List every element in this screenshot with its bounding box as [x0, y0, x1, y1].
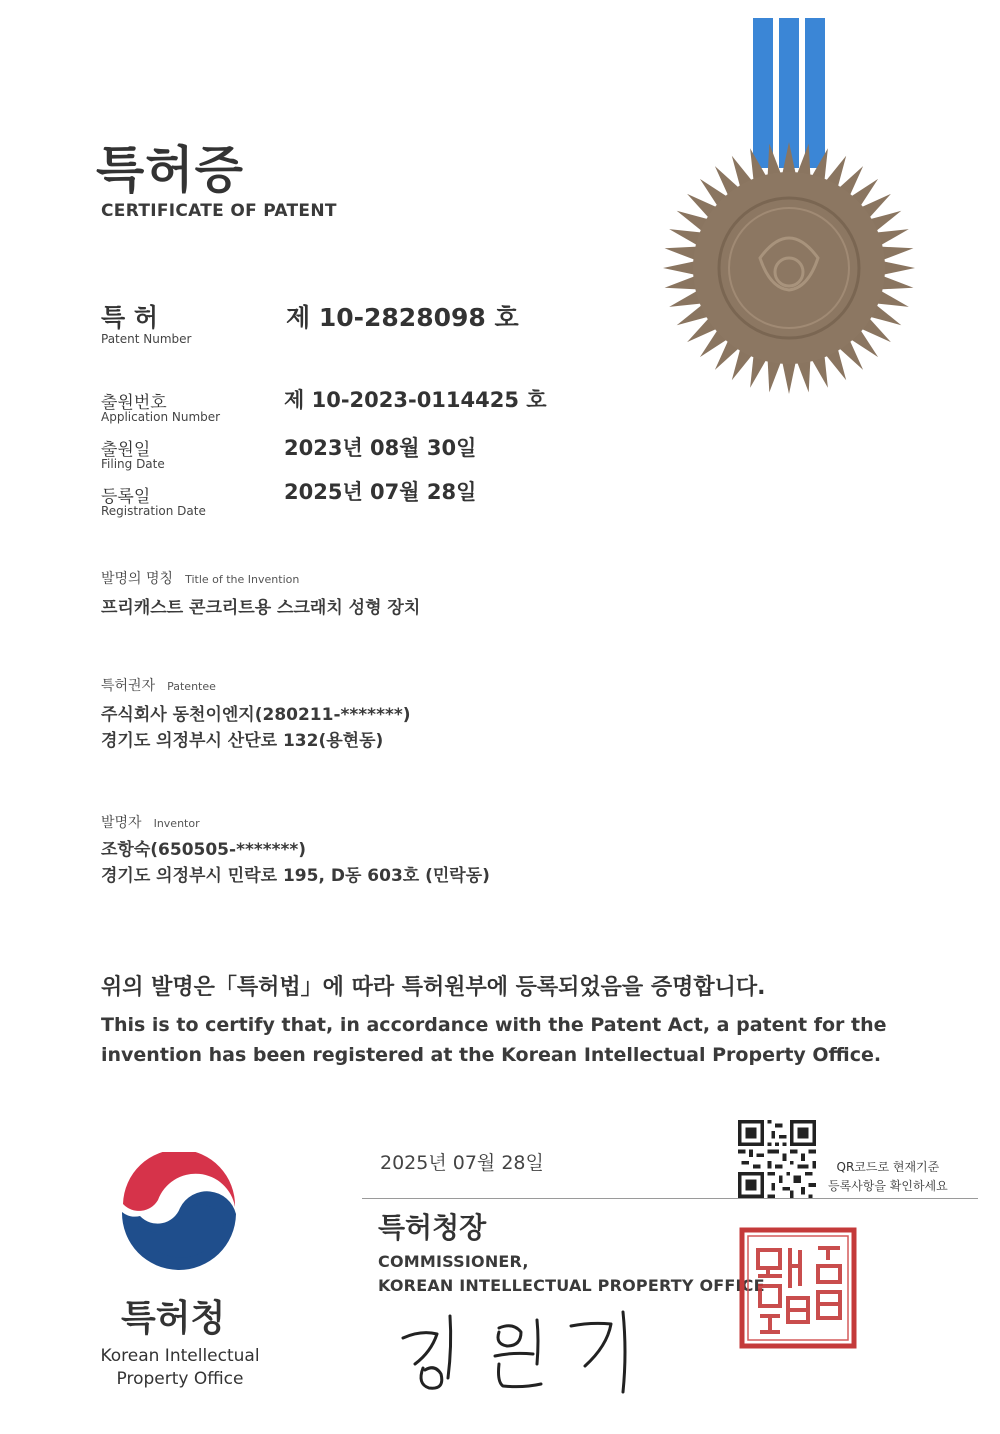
gold-seal-medal: [660, 0, 920, 400]
kipo-name-en-2: Property Office: [116, 1369, 244, 1389]
registration-date-label-en: Registration Date: [101, 504, 206, 518]
invention-label: 발명의 명칭: [101, 571, 174, 587]
invention-label-en: Title of the Invention: [185, 573, 300, 586]
patentee-name: 주식회사 동천이엔지(280211-*******): [101, 705, 411, 725]
inventor-address: 경기도 의정부시 민락로 195, D동 603호 (민락동): [101, 866, 490, 886]
divider: [362, 1198, 978, 1199]
certification-text-en-2: invention has been registered at the Korean Intellectual Property Office.: [101, 1044, 882, 1066]
medal-disc: [693, 172, 885, 364]
invention-title: 프리캐스트 콘크리트용 스크래치 성형 장치: [101, 598, 421, 618]
patentee-label-en: Patentee: [167, 680, 216, 693]
commissioner-title-en-2: KOREAN INTELLECTUAL PROPERTY OFFICE: [378, 1276, 765, 1295]
official-red-stamp: [738, 1226, 858, 1350]
inventor-label-en: Inventor: [153, 817, 200, 830]
patent-label-en: Patent Number: [101, 332, 192, 346]
application-label-en: Application Number: [101, 410, 221, 424]
medal-ray: [881, 261, 915, 275]
inventor-section-label: [101, 812, 200, 832]
kipo-name-en-1: Korean Intellectual: [100, 1346, 260, 1366]
commissioner-signature: [395, 1298, 655, 1398]
patentee-section-label: [101, 675, 216, 695]
inventor-label: 발명자: [101, 815, 142, 831]
certification-text-ko: 위의 발명은「특허법」에 따라 특허원부에 등록되었음을 증명합니다.: [101, 975, 766, 1000]
certificate-title: 특허증: [96, 141, 244, 199]
registration-date-label: 등록일: [101, 487, 151, 507]
invention-section-label: [101, 568, 299, 588]
patent-label: 특 허: [101, 303, 159, 332]
issue-date: 2025년 07월 28일: [380, 1152, 544, 1174]
qr-code-icon[interactable]: [738, 1120, 816, 1198]
filing-date: 2023년 08월 30일: [284, 436, 477, 460]
filing-date-label: 출원일: [101, 440, 151, 460]
kipo-name-ko: 특허청: [121, 1298, 226, 1339]
kipo-taegeuk-logo-icon: [118, 1152, 240, 1274]
certificate-title-en: CERTIFICATE OF PATENT: [101, 201, 337, 221]
commissioner-title: 특허청장: [378, 1211, 487, 1244]
registration-date: 2025년 07월 28일: [284, 480, 477, 504]
application-number: 제 10-2023-0114425 호: [284, 388, 547, 412]
qr-note-line1: QR코드로 현재기준: [836, 1160, 940, 1174]
patent-number: 제 10-2828098 호: [286, 303, 519, 332]
commissioner-title-en-1: COMMISSIONER,: [378, 1252, 529, 1271]
medal-ray: [663, 261, 697, 275]
patentee-label: 특허권자: [101, 678, 156, 694]
inventor-name: 조항숙(650505-*******): [101, 840, 307, 860]
filing-date-label-en: Filing Date: [101, 457, 165, 471]
patentee-address: 경기도 의정부시 산단로 132(용현동): [101, 731, 384, 751]
qr-note-line2: 등록사항을 확인하세요: [828, 1179, 948, 1193]
qr-note: [828, 1158, 948, 1196]
medal-ray: [782, 360, 796, 394]
application-label: 출원번호: [101, 393, 167, 413]
certification-text-en-1: This is to certify that, in accordance with the Patent Act, a patent for the: [101, 1014, 887, 1036]
